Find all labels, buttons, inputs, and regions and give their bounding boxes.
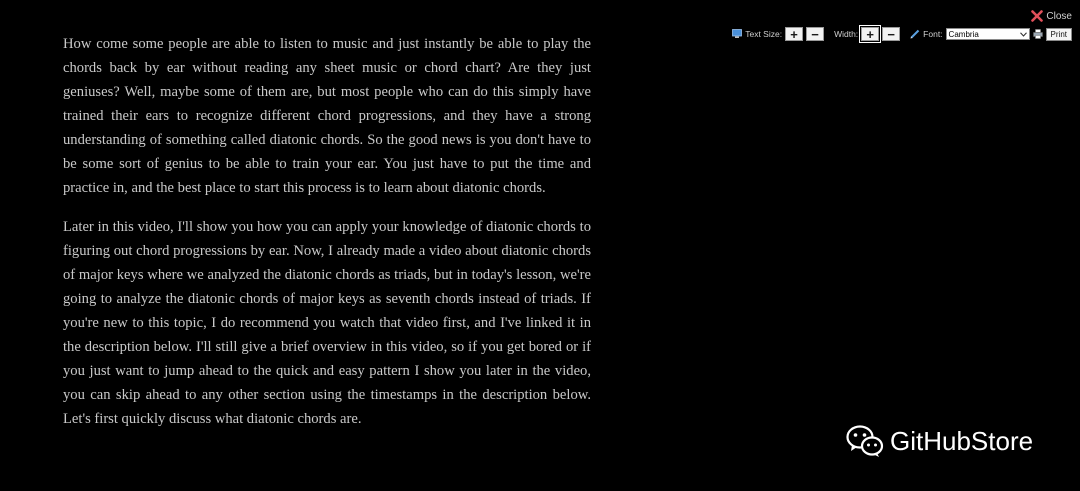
article-paragraph: Later in this video, I'll show you how you can apply your knowledge of diatonic chords to figuring out chord progressions by ear. Now, I already made a video about diatonic chords of major keys where we analyzed the diatonic chords as triads, but in today's lesson, we're going to analyze the diatonic chords of major keys as seventh chords instead of triads. If you're new to this topic, I do recommend you watch that video first, and I've linked it in the description below. I'll still give a brief overview in this video, so if you get bored or if you just want to jump ahead to the quick and easy pattern I show you later in the video, you can skip ahead to any other section using the timestamps in the description below. Let's first quickly discuss what diatonic chords are. bbox=[63, 219, 591, 427]
close-icon bbox=[1031, 10, 1043, 22]
chevron-down-icon bbox=[1020, 32, 1027, 37]
article-paragraph: How come some people are able to listen to music and just instantly be able to play the chords back by ear without reading any sheet music or chord chart? Are they just geniuses? Well, maybe some of them are, but most people who can do this simply have trained their ears to recognize different chord progressions, and they have a strong understanding of something called diatonic chords. So the good news is you don't have to be some sort of genius to be able to train your ear. You just have to put the time and practice in, and the best place to start this process is to learn about diatonic chords. bbox=[63, 36, 591, 196]
print-button[interactable]: Print bbox=[1046, 28, 1072, 41]
article-body bbox=[63, 32, 591, 446]
wechat-icon bbox=[846, 424, 884, 458]
font-select-value: Cambria bbox=[948, 29, 979, 39]
monitor-icon bbox=[732, 29, 742, 39]
width-label: Width: bbox=[834, 29, 859, 39]
width-increase-button[interactable]: + bbox=[861, 27, 879, 41]
printer-icon[interactable] bbox=[1033, 29, 1043, 39]
font-label: Font: bbox=[923, 29, 943, 39]
reader-toolbar bbox=[732, 27, 1072, 41]
watermark bbox=[846, 424, 1033, 458]
text-size-label: Text Size: bbox=[745, 29, 783, 39]
text-size-increase-button[interactable]: + bbox=[785, 27, 803, 41]
watermark-text: GitHubStore bbox=[890, 425, 1034, 456]
pen-icon bbox=[910, 29, 920, 39]
width-decrease-button[interactable]: − bbox=[882, 27, 900, 41]
close-label: Close bbox=[1046, 10, 1072, 22]
close-button[interactable] bbox=[1031, 10, 1072, 22]
font-select[interactable] bbox=[946, 28, 1030, 40]
text-size-decrease-button[interactable]: − bbox=[806, 27, 824, 41]
